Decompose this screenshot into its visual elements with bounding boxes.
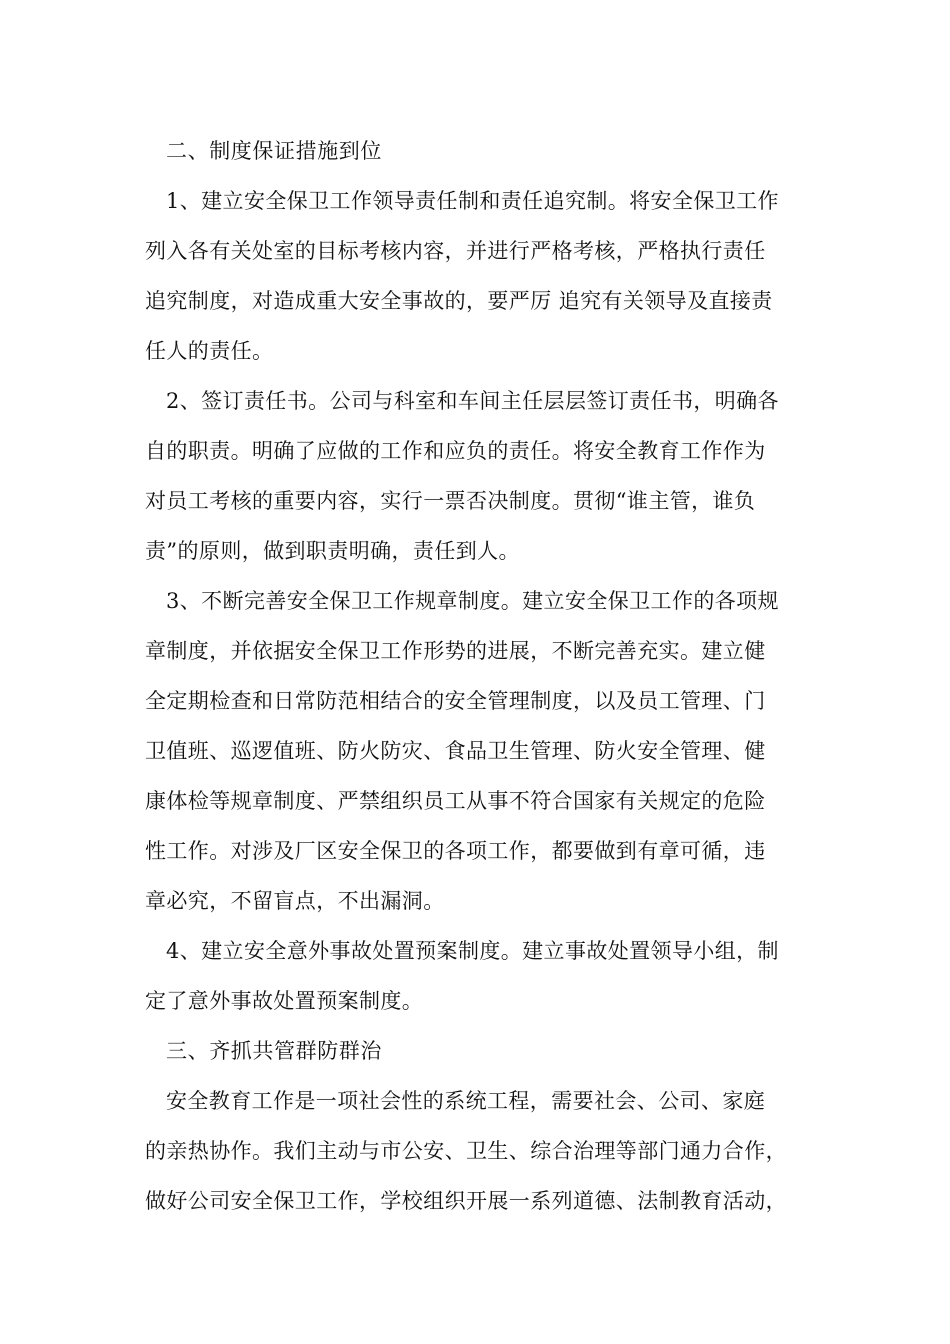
text-line: 章必究，不留盲点，不出漏洞。 (145, 889, 445, 913)
paragraph (145, 181, 815, 381)
text-line: 责”的原则，做到职责明确，责任到人。 (145, 539, 520, 563)
text-line: 做好公司安全保卫工作，学校组织开展一系列道德、法制教育活动， (145, 1189, 787, 1213)
text-line: 定了意外事故处置预案制度。 (145, 989, 424, 1013)
text-line: 二、制度保证措施到位 (166, 139, 382, 163)
paragraph (145, 931, 815, 1031)
text-line: 对员工考核的重要内容，实行一票否决制度。贯彻“谁主管，谁负 (145, 489, 756, 513)
text-line: 1、建立安全保卫工作领导责任制和责任追究制。将安全保卫工作 (166, 189, 779, 213)
text-line: 列入各有关处室的目标考核内容，并进行严格考核，严格执行责任 (145, 239, 766, 263)
text-line: 自的职责。明确了应做的工作和应负的责任。将安全教育工作作为 (145, 439, 766, 463)
section-heading (145, 131, 815, 181)
text-line: 的亲热协作。我们主动与市公安、卫生、综合治理等部门通力合作， (145, 1139, 787, 1163)
text-line: 康体检等规章制度、严禁组织员工从事不符合国家有关规定的危险 (145, 789, 766, 813)
document-body (145, 131, 815, 1231)
text-line: 3、不断完善安全保卫工作规章制度。建立安全保卫工作的各项规 (166, 589, 779, 613)
section-heading (145, 1031, 815, 1081)
text-line: 安全教育工作是一项社会性的系统工程，需要社会、公司、家庭 (166, 1089, 766, 1113)
text-line: 4、建立安全意外事故处置预案制度。建立事故处置领导小组，制 (166, 939, 779, 963)
text-line: 三、齐抓共管群防群治 (166, 1039, 382, 1063)
text-line: 任人的责任。 (145, 339, 274, 363)
text-line: 2、签订责任书。公司与科室和车间主任层层签订责任书，明确各 (166, 389, 779, 413)
paragraph (145, 381, 815, 581)
paragraph (145, 581, 815, 931)
text-line: 性工作。对涉及厂区安全保卫的各项工作，都要做到有章可循，违 (145, 839, 766, 863)
text-line: 章制度，并依据安全保卫工作形势的进展，不断完善充实。建立健 (145, 639, 766, 663)
text-line: 全定期检查和日常防范相结合的安全管理制度，以及员工管理、门 (145, 689, 766, 713)
paragraph (145, 1081, 815, 1231)
text-line: 卫值班、巡逻值班、防火防灾、食品卫生管理、防火安全管理、健 (145, 739, 766, 763)
text-line: 追究制度，对造成重大安全事故的，要严厉 追究有关领导及直接责 (145, 289, 773, 313)
